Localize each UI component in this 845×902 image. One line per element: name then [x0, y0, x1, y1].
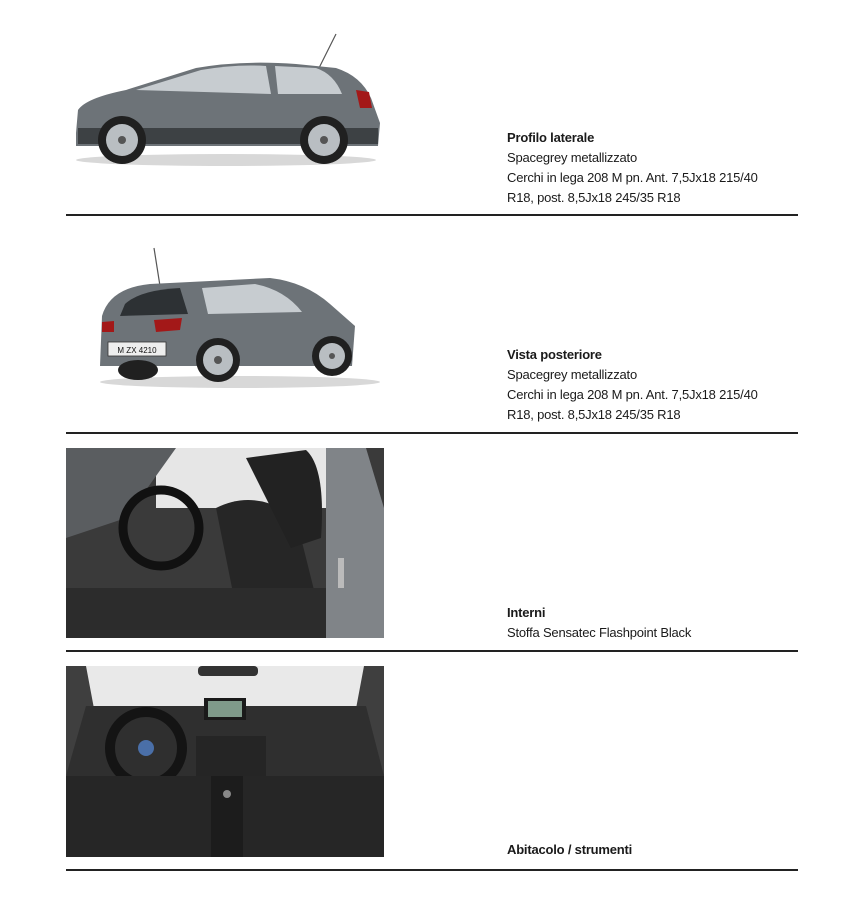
caption-title: Vista posteriore [507, 347, 602, 362]
caption-line: Stoffa Sensatec Flashpoint Black [507, 625, 692, 640]
caption-side-profile [507, 128, 807, 208]
caption-line: Cerchi in lega 208 M pn. Ant. 7,5Jx18 215/40 [507, 387, 758, 402]
caption-line: Spacegrey metallizzato [507, 150, 637, 165]
caption-interior [507, 603, 807, 643]
caption-line: R18, post. 8,5Jx18 245/35 R18 [507, 407, 681, 422]
car-side-profile-image [66, 28, 386, 170]
section-interior [66, 434, 798, 652]
caption-title: Abitacolo / strumenti [507, 842, 633, 857]
caption-line: Cerchi in lega 208 M pn. Ant. 7,5Jx18 215/40 [507, 170, 758, 185]
caption-rear-view [507, 345, 807, 425]
section-side-profile [66, 0, 798, 216]
caption-title: Profilo laterale [507, 130, 595, 145]
caption-cockpit [507, 840, 807, 860]
car-rear-view-image [80, 246, 380, 392]
section-rear-view [66, 216, 798, 434]
license-plate: M ZX 4210 [117, 346, 157, 355]
caption-line: R18, post. 8,5Jx18 245/35 R18 [507, 190, 681, 205]
caption-line: Spacegrey metallizzato [507, 367, 637, 382]
section-cockpit [66, 652, 798, 871]
interior-seats-image [66, 448, 384, 638]
caption-title: Interni [507, 605, 546, 620]
cockpit-dashboard-image [66, 666, 384, 857]
section-divider [66, 869, 798, 871]
